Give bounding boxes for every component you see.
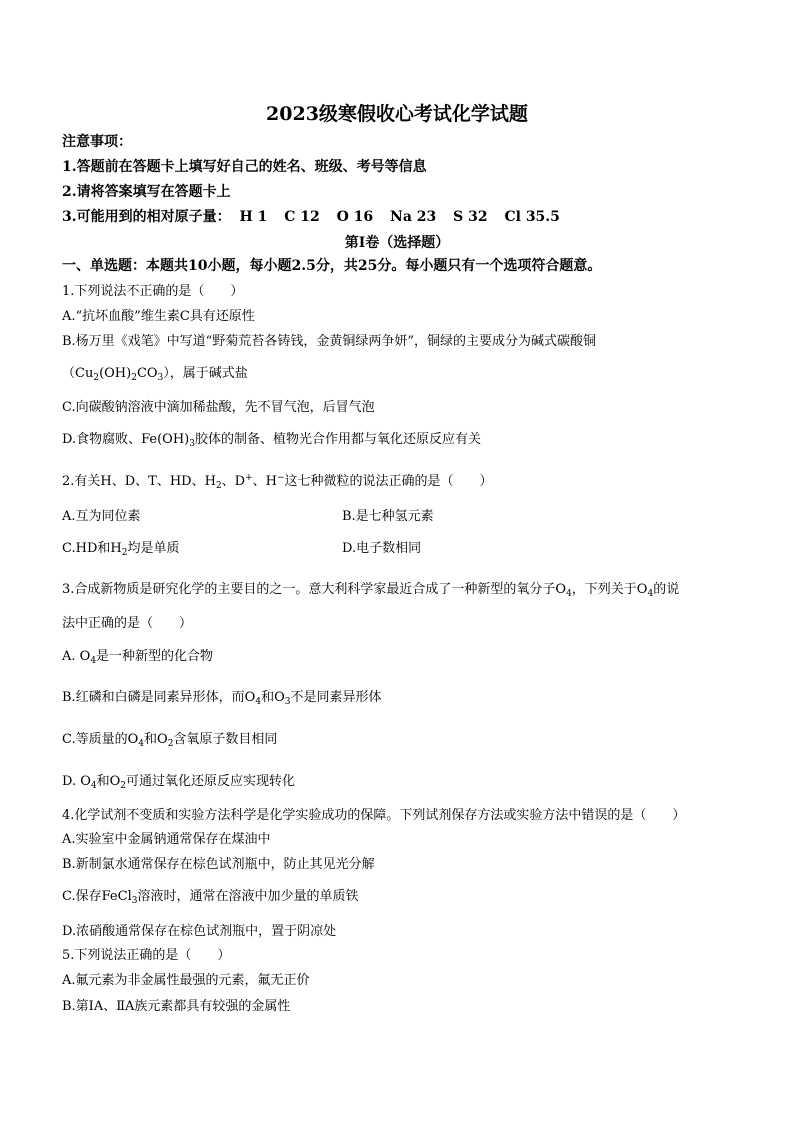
text-run: (OH) [99, 366, 132, 381]
subscript: 2 [93, 373, 100, 383]
text-run: 胶体的制备、植物光合作用都与氧化还原反应有关 [194, 432, 481, 447]
subscript: 4 [647, 589, 654, 599]
superscript: + [245, 473, 253, 483]
section-instruction: 一、单选题：本题共10小题，每小题2.5分，共25分。每小题只有一个选项符合题意。 [62, 258, 602, 274]
superscript: − [277, 473, 285, 483]
subscript: 2 [215, 481, 222, 491]
q2-option-b: B.是七种氢元素 [342, 509, 434, 524]
subscript: 4 [255, 697, 262, 707]
text-run: 不是同素异形体 [290, 690, 382, 705]
text-run: C.HD和H [62, 541, 122, 556]
q1-option-c: C.向碳酸钠溶液中滴加稀盐酸，先不冒气泡，后冒气泡 [62, 400, 375, 415]
atom-mass: C 12 [284, 209, 320, 225]
q1-option-d [62, 431, 481, 449]
q5-option-b: B.第ⅠA、ⅡA族元素都具有较强的金属性 [62, 999, 291, 1014]
text-run: C.等质量的O [62, 732, 139, 747]
section-title: 第Ⅰ卷（选择题） [344, 235, 450, 251]
q2-option-a: A.互为同位素 [62, 509, 141, 524]
q4-option-c [62, 888, 358, 906]
text-run: 和O [261, 690, 285, 705]
atom-mass: O 16 [336, 209, 374, 225]
q5-stem: 5.下列说法正确的是（ ） [62, 948, 231, 963]
text-run: 、D [221, 474, 246, 489]
q2-option-d: D.电子数相同 [342, 541, 422, 556]
q3-option-b [62, 689, 382, 707]
q2-stem [62, 473, 493, 491]
text-run: 2.有关H、D、T、HD、H [62, 474, 216, 489]
note-3-label: 3.可能用到的相对原子量： [62, 209, 231, 225]
q4-option-a: A.实验室中金属钠通常保存在煤油中 [62, 832, 271, 847]
text-run: D.食物腐败、Fe(OH) [62, 432, 190, 447]
q2-option-c [62, 540, 179, 558]
text-run: 和O [144, 732, 168, 747]
q3-stem-cont: 法中正确的是（ ） [62, 616, 193, 631]
q3-stem [62, 581, 679, 599]
text-run: 3.合成新物质是研究化学的主要目的之一。意大利科学家最近合成了一种新型的氧分子O [62, 582, 567, 597]
q4-option-b: B.新制氯水通常保存在棕色试剂瓶中，防止其见光分解 [62, 857, 375, 872]
text-run: B.红磷和白磷是同素异形体，而O [62, 690, 256, 705]
atom-mass: S 32 [453, 209, 488, 225]
text-run: 均是单质 [127, 541, 180, 556]
subscript: 2 [131, 373, 137, 383]
subscript: 2 [120, 781, 127, 791]
note-3 [62, 208, 572, 226]
text-run: ），属于碱式盐 [163, 366, 248, 381]
text-run: 含氧原子数目相同 [173, 732, 278, 747]
q1-option-b: B.杨万里《戏笔》中写道“野菊荒苔各铸钱，金黄铜绿两争妍”，铜绿的主要成分为碱式碳酸铜 [62, 334, 596, 349]
text-run: （Cu [62, 366, 94, 381]
text-run: 是一种新型的化合物 [96, 649, 214, 664]
subscript: 4 [90, 781, 97, 791]
text-run: 、H [252, 474, 277, 489]
subscript: 3 [131, 896, 138, 906]
subscript: 2 [167, 739, 174, 749]
q1-option-b-cont [62, 365, 248, 383]
subscript: 4 [138, 739, 145, 749]
q1-stem: 1.下列说法不正确的是（ ） [62, 284, 244, 299]
text-run: ，下列关于O [571, 582, 648, 597]
q1-option-a: A.“抗坏血酸”维生素C具有还原性 [62, 309, 255, 324]
subscript: 3 [284, 697, 291, 707]
text-run: 可通过氧化还原反应实现转化 [126, 774, 296, 789]
text-run: CO [136, 366, 158, 381]
notes-heading: 注意事项： [62, 134, 132, 150]
q3-option-a [62, 648, 213, 666]
subscript: 4 [90, 656, 97, 666]
text-run: 的说 [653, 582, 680, 597]
text-run: D. O [62, 774, 91, 789]
subscript: 4 [566, 589, 572, 599]
text-run: 溶液时，通常在溶液中加少量的单质铁 [137, 889, 359, 904]
text-run: 这七种微粒的说法正确的是（ ） [284, 474, 493, 489]
atom-mass: Na 23 [390, 209, 437, 225]
text-run: 和O [96, 774, 121, 789]
note-1: 1.答题前在答题卡上填写好自己的姓名、班级、考号等信息 [62, 159, 427, 175]
subscript: 3 [157, 373, 164, 383]
atom-mass: H 1 [239, 209, 268, 225]
note-2: 2.请将答案填写在答题卡上 [62, 184, 231, 200]
exam-title: 2023级寒假收心考试化学试题 [266, 103, 528, 125]
q5-option-a: A.氟元素为非金属性最强的元素，氟无正价 [62, 973, 310, 988]
text-run: C.保存FeCl [62, 889, 132, 904]
subscript: 2 [121, 548, 128, 558]
text-run: A. O [62, 649, 91, 664]
subscript: 3 [189, 439, 195, 449]
q4-stem: 4.化学试剂不变质和实验方法科学是化学实验成功的保障。下列试剂保存方法或实验方法中错误的是（ ） [62, 808, 686, 823]
atom-mass: Cl 35.5 [504, 209, 560, 225]
q3-option-c [62, 731, 277, 749]
q4-option-d: D.浓硝酸通常保存在棕色试剂瓶中，置于阴凉处 [62, 924, 337, 939]
q3-option-d [62, 773, 295, 791]
